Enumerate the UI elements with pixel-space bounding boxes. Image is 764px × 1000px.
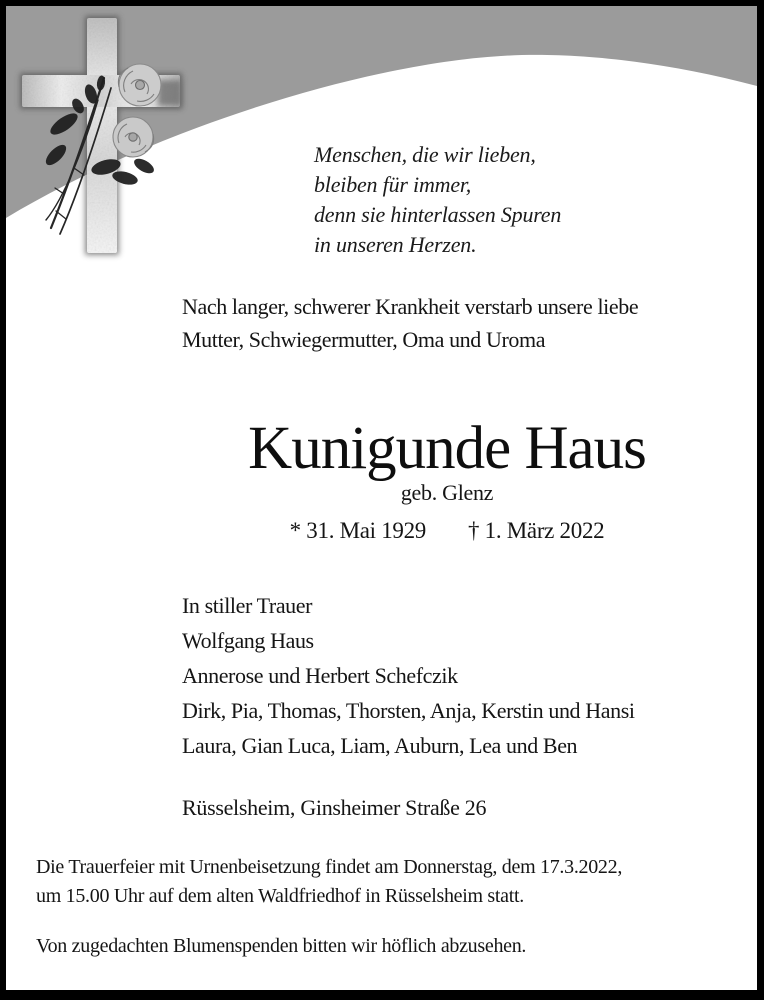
poem-line: denn sie hinterlassen Spuren (314, 202, 562, 227)
notice-content (6, 6, 757, 990)
address-line: Rüsselsheim, Ginsheimer Straße 26 (182, 795, 487, 820)
mourners-list (182, 588, 635, 763)
poem-line: Menschen, die wir lieben, (314, 142, 536, 167)
maiden-name: geb. Glenz (400, 480, 494, 505)
mourners-line: In stiller Trauer (182, 593, 313, 618)
funeral-line: Die Trauerfeier mit Urnenbeisetzung findet am Donnerstag, dem 17.3.2022, (36, 856, 623, 878)
flower-request: Von zugedachten Blumenspenden bitten wir höflich abzusehen. (36, 935, 527, 957)
deceased-name: Kunigunde Haus (248, 415, 646, 482)
cross-roses-icon (6, 6, 216, 268)
mourners-line: Laura, Gian Luca, Liam, Auburn, Lea und Ben (182, 733, 578, 758)
life-dates (182, 518, 712, 544)
funeral-info (36, 853, 622, 911)
intro-line: Nach langer, schwerer Krankheit verstarb unsere liebe (182, 294, 639, 319)
intro-text (182, 290, 638, 356)
poem-line: in unseren Herzen. (314, 232, 477, 257)
mourners-line: Dirk, Pia, Thomas, Thorsten, Anja, Kerstin und Hansi (182, 698, 635, 723)
mourners-line: Annerose und Herbert Schefczik (182, 663, 458, 688)
death-date: † 1. März 2022 (468, 518, 605, 543)
memorial-poem (314, 140, 561, 260)
poem-line: bleiben für immer, (314, 172, 472, 197)
funeral-line: um 15.00 Uhr auf dem alten Waldfriedhof in Rüsselsheim statt. (36, 885, 524, 907)
mourners-line: Wolfgang Haus (182, 628, 314, 653)
intro-line: Mutter, Schwiegermutter, Oma und Uroma (182, 327, 546, 352)
birth-date: * 31. Mai 1929 (289, 518, 427, 543)
